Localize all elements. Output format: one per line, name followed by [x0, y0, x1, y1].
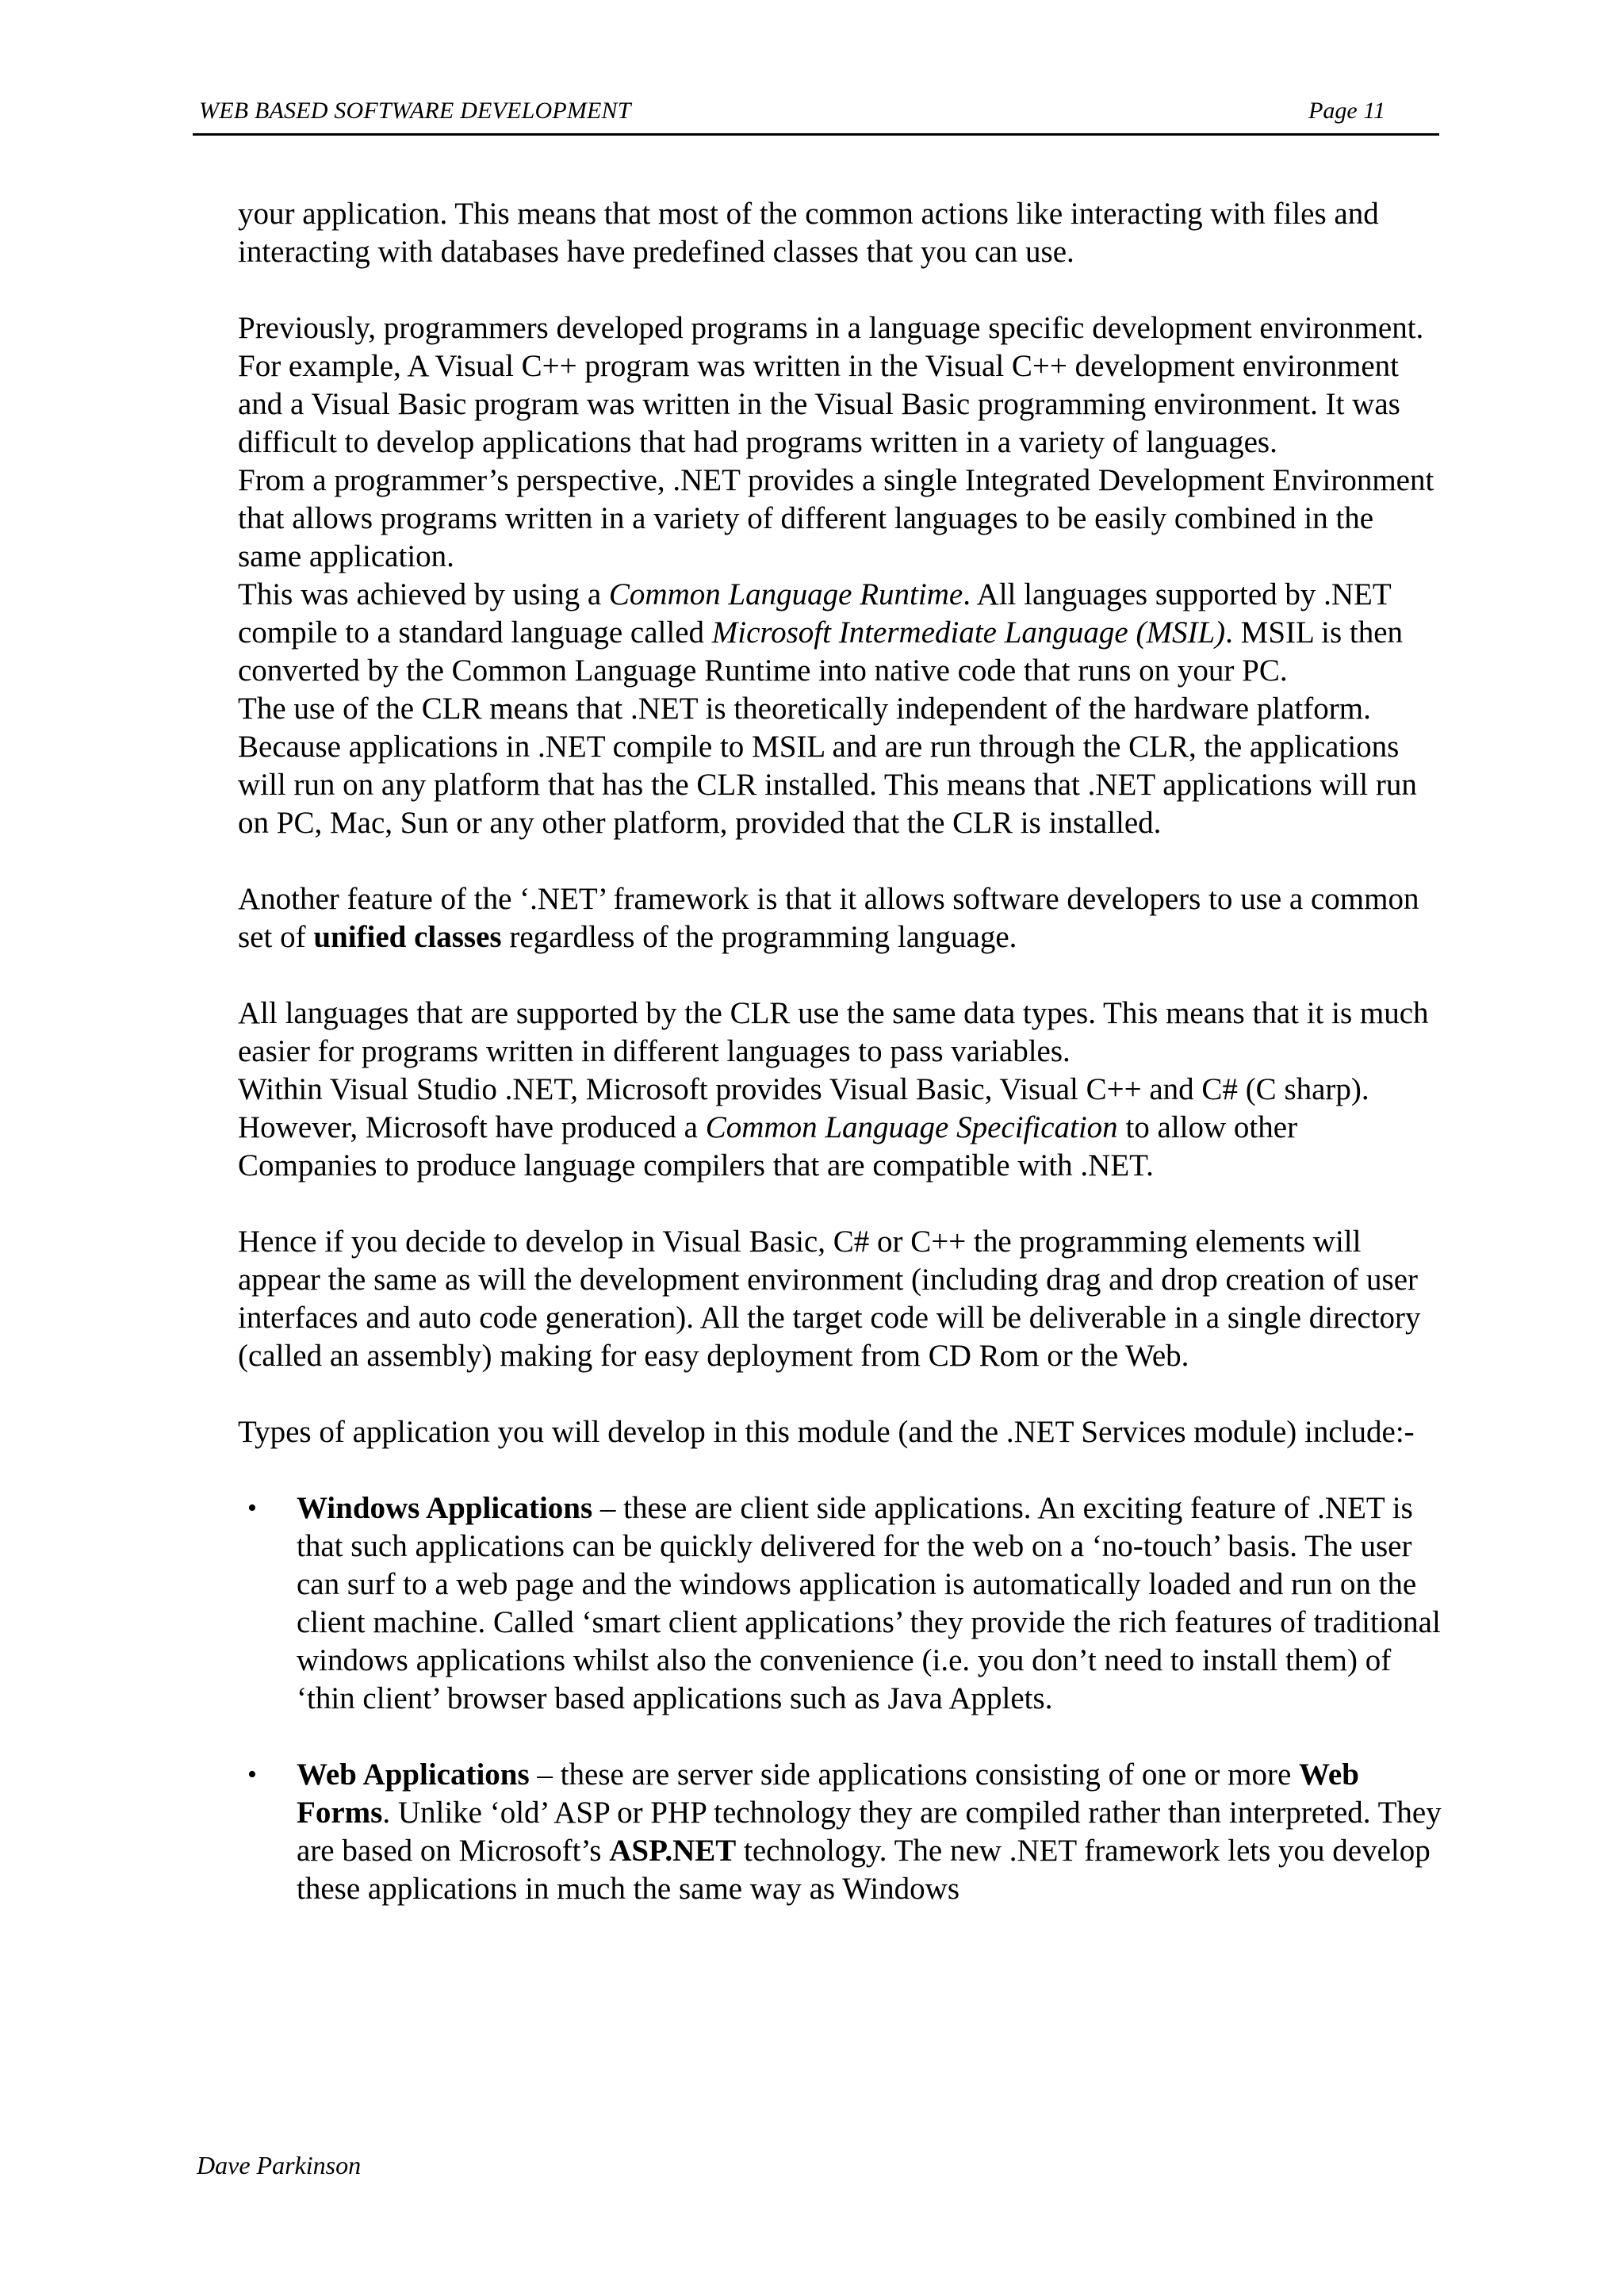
paragraph-programmer-perspective: From a programmer’s perspective, .NET provides a single Integrated Development Environment that allows programs written in a variety of different languages to be easily combined in the same application. — [238, 463, 1434, 573]
page-header — [193, 95, 1439, 136]
text-run: . All languages supported by .NET compile to a standard language called — [238, 577, 1391, 650]
text-run: . MSIL is then converted by the Common Language Runtime into native code that runs on your PC. — [238, 615, 1404, 688]
page-number: Page 11 — [1308, 98, 1385, 124]
bullet-icon: • — [247, 1760, 257, 1789]
bold-term-windows-applications: Windows Applications — [297, 1491, 593, 1525]
bold-term-unified-classes: unified classes — [313, 920, 502, 954]
paragraph-hardware-independence: The use of the CLR means that .NET is theoretically independent of the hardware platform. Because applications in .NET compile to MSIL and are run through the CLR, the applications will run on any platform that has the CLR installed. This means that .NET applications will run on PC, Mac, Sun or any other platform, provided that the CLR is installed. — [238, 692, 1417, 840]
bold-term-asp-net: ASP.NET — [609, 1834, 737, 1868]
text-run: regardless of the programming language. — [501, 920, 1017, 954]
document-title: WEB BASED SOFTWARE DEVELOPMENT — [199, 98, 631, 124]
bold-term-web-applications: Web Applications — [297, 1757, 530, 1792]
paragraph-gap — [238, 842, 1443, 880]
text-run: – these are server side applications consisting of one or more — [529, 1757, 1300, 1792]
paragraph-visual-studio — [238, 1071, 1443, 1185]
text-run: This was achieved by using a — [238, 577, 609, 611]
text-run: Another feature of the ‘.NET’ framework is that it allows software developers to use a common set of — [238, 882, 1419, 954]
paragraph-classes: your application. This means that most of the common actions like interacting with files and interacting with databases have predefined classes that you can use. — [238, 197, 1379, 269]
list-item-windows-applications — [238, 1489, 1443, 1718]
paragraph-previously: Previously, programmers developed programs in a language specific development environment. For example, A Visual C++ program was written in the Visual C++ development environment and a Visual Basic program was written in the Visual Basic programming environment. It was difficult to develop applications that had programs written in a variety of languages. — [238, 311, 1424, 459]
text-run: – these are client side applications. An exciting feature of .NET is that such applications can be quickly delivered for the web on a ‘no-touch’ basis. The user can surf to a web page and the windows application is automatically loaded and run on the client machine. Called ‘smart client applications’ they provide the rich features of traditional windows applications whilst also the convenience (i.e. you don’t need to install them) of ‘thin client’ browser based applications such as Java Applets. — [297, 1491, 1441, 1715]
paragraph-gap — [238, 956, 1443, 995]
paragraph-gap — [238, 1185, 1443, 1223]
paragraph-gap — [238, 1375, 1443, 1413]
paragraph-gap — [238, 1718, 1443, 1756]
text-run: Within Visual Studio .NET, Microsoft provides Visual Basic, Visual C++ and C# (C sharp). However, Microsoft have produced a — [238, 1072, 1369, 1144]
italic-term-clr: Common Language Runtime — [608, 577, 963, 611]
italic-term-msil: Microsoft Intermediate Language (MSIL) — [711, 615, 1226, 650]
page-body — [238, 195, 1443, 1908]
paragraph-types-of-application: Types of application you will develop in this module (and the .NET Services module) include:- — [238, 1415, 1415, 1449]
bullet-icon: • — [247, 1493, 257, 1523]
application-types-list — [238, 1489, 1443, 1908]
italic-term-cls: Common Language Specification — [705, 1110, 1118, 1144]
paragraph-gap — [238, 271, 1443, 309]
text-run: to allow other Companies to produce language compilers that are compatible with .NET. — [238, 1110, 1298, 1182]
text-run: . Unlike ‘old’ ASP or PHP technology they are compiled rather than interpreted. They are based on Microsoft’s — [297, 1796, 1442, 1868]
list-item-web-applications — [238, 1756, 1443, 1908]
paragraph-gap — [238, 1451, 1443, 1489]
paragraph-unified-classes — [238, 880, 1443, 956]
paragraph-clr — [238, 576, 1443, 690]
bold-term-web-forms: Web Forms — [297, 1757, 1359, 1830]
paragraph-development-environment: Hence if you decide to develop in Visual Basic, C# or C++ the programming elements will appear the same as will the development environment (including drag and drop creation of user interfaces and auto code generation). All the target code will be deliverable in a single directory (called an assembly) making for easy deployment from CD Rom or the Web. — [238, 1225, 1421, 1373]
paragraph-data-types: All languages that are supported by the CLR use the same data types. This means that it is much easier for programs written in different languages to pass variables. — [238, 996, 1429, 1068]
page-footer-author: Dave Parkinson — [197, 2151, 362, 2179]
text-run: technology. The new .NET framework lets you develop these applications in much the same way as Windows — [297, 1834, 1431, 1906]
